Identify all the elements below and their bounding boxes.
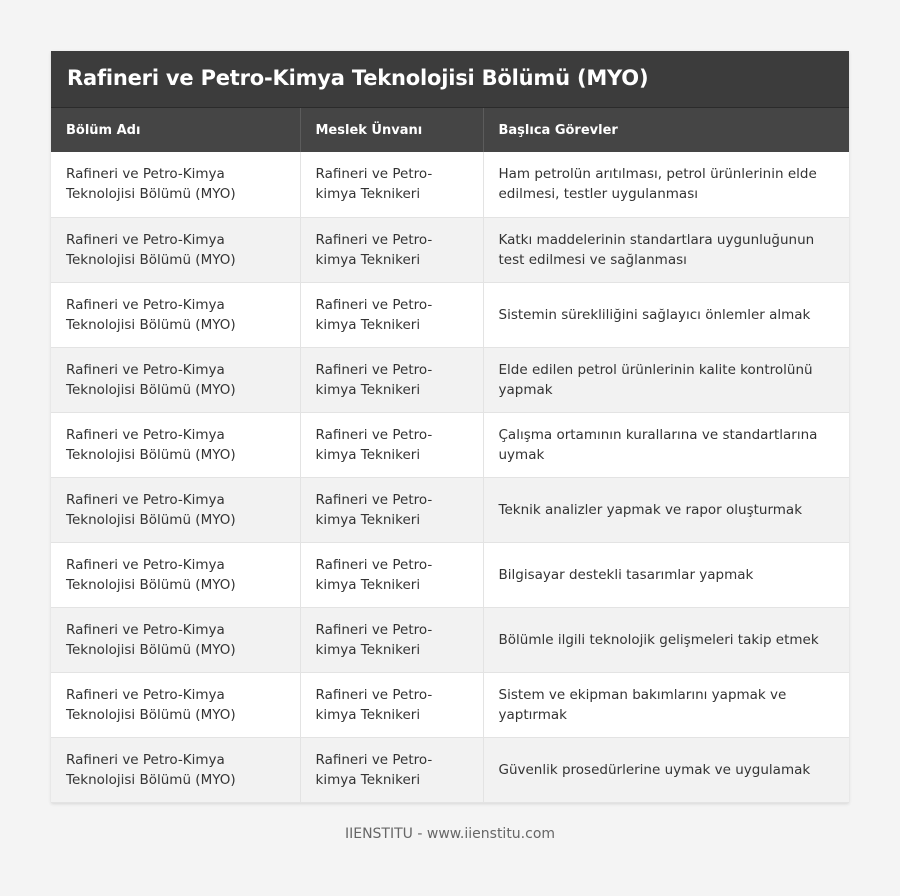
table-row <box>51 542 849 607</box>
data-table <box>51 108 849 803</box>
footer-credit: IIENSTITU - www.iienstitu.com <box>344 826 556 842</box>
cell-bolum-adi: Rafineri ve Petro-Kimya Teknolojisi Bölümü (MYO) <box>51 347 300 412</box>
table-row <box>51 347 849 412</box>
cell-meslek-unvani: Rafineri ve Petro-kimya Teknikeri <box>300 217 483 282</box>
cell-baslica-gorevler: Çalışma ortamının kurallarına ve standartlarına uymak <box>483 412 849 477</box>
cell-meslek-unvani: Rafineri ve Petro-kimya Teknikeri <box>300 477 483 542</box>
column-header-bolum-adi: Bölüm Adı <box>51 108 300 152</box>
cell-meslek-unvani: Rafineri ve Petro-kimya Teknikeri <box>300 282 483 347</box>
cell-bolum-adi: Rafineri ve Petro-Kimya Teknolojisi Bölümü (MYO) <box>51 672 300 737</box>
table-row <box>51 607 849 672</box>
cell-baslica-gorevler: Katkı maddelerinin standartlara uygunluğunun test edilmesi ve sağlanması <box>483 217 849 282</box>
cell-bolum-adi: Rafineri ve Petro-Kimya Teknolojisi Bölümü (MYO) <box>51 282 300 347</box>
cell-meslek-unvani: Rafineri ve Petro-kimya Teknikeri <box>300 412 483 477</box>
cell-meslek-unvani: Rafineri ve Petro-kimya Teknikeri <box>300 542 483 607</box>
table-row <box>51 217 849 282</box>
column-header-meslek-unvani: Meslek Ünvanı <box>300 108 483 152</box>
table-row <box>51 152 849 217</box>
cell-bolum-adi: Rafineri ve Petro-Kimya Teknolojisi Bölümü (MYO) <box>51 737 300 802</box>
cell-bolum-adi: Rafineri ve Petro-Kimya Teknolojisi Bölümü (MYO) <box>51 412 300 477</box>
cell-baslica-gorevler: Bilgisayar destekli tasarımlar yapmak <box>483 542 849 607</box>
table-row <box>51 282 849 347</box>
cell-bolum-adi: Rafineri ve Petro-Kimya Teknolojisi Bölümü (MYO) <box>51 477 300 542</box>
cell-baslica-gorevler: Sistemin sürekliliğini sağlayıcı önlemler almak <box>483 282 849 347</box>
table-card <box>51 51 849 803</box>
cell-meslek-unvani: Rafineri ve Petro-kimya Teknikeri <box>300 737 483 802</box>
cell-meslek-unvani: Rafineri ve Petro-kimya Teknikeri <box>300 672 483 737</box>
cell-bolum-adi: Rafineri ve Petro-Kimya Teknolojisi Bölümü (MYO) <box>51 152 300 217</box>
table-header <box>51 108 849 152</box>
cell-baslica-gorevler: Teknik analizler yapmak ve rapor oluşturmak <box>483 477 849 542</box>
table-row <box>51 672 849 737</box>
table-body <box>51 152 849 802</box>
cell-meslek-unvani: Rafineri ve Petro-kimya Teknikeri <box>300 152 483 217</box>
cell-baslica-gorevler: Sistem ve ekipman bakımlarını yapmak ve yaptırmak <box>483 672 849 737</box>
cell-baslica-gorevler: Ham petrolün arıtılması, petrol ürünlerinin elde edilmesi, testler uygulanması <box>483 152 849 217</box>
header-row <box>51 108 849 152</box>
column-header-baslica-gorevler: Başlıca Görevler <box>483 108 849 152</box>
cell-baslica-gorevler: Elde edilen petrol ürünlerinin kalite kontrolünü yapmak <box>483 347 849 412</box>
cell-bolum-adi: Rafineri ve Petro-Kimya Teknolojisi Bölümü (MYO) <box>51 217 300 282</box>
page-title: Rafineri ve Petro-Kimya Teknolojisi Bölümü (MYO) <box>51 51 849 108</box>
cell-meslek-unvani: Rafineri ve Petro-kimya Teknikeri <box>300 347 483 412</box>
cell-baslica-gorevler: Güvenlik prosedürlerine uymak ve uygulamak <box>483 737 849 802</box>
table-row <box>51 477 849 542</box>
table-row <box>51 412 849 477</box>
cell-bolum-adi: Rafineri ve Petro-Kimya Teknolojisi Bölümü (MYO) <box>51 607 300 672</box>
table-row <box>51 737 849 802</box>
cell-bolum-adi: Rafineri ve Petro-Kimya Teknolojisi Bölümü (MYO) <box>51 542 300 607</box>
cell-meslek-unvani: Rafineri ve Petro-kimya Teknikeri <box>300 607 483 672</box>
cell-baslica-gorevler: Bölümle ilgili teknolojik gelişmeleri takip etmek <box>483 607 849 672</box>
